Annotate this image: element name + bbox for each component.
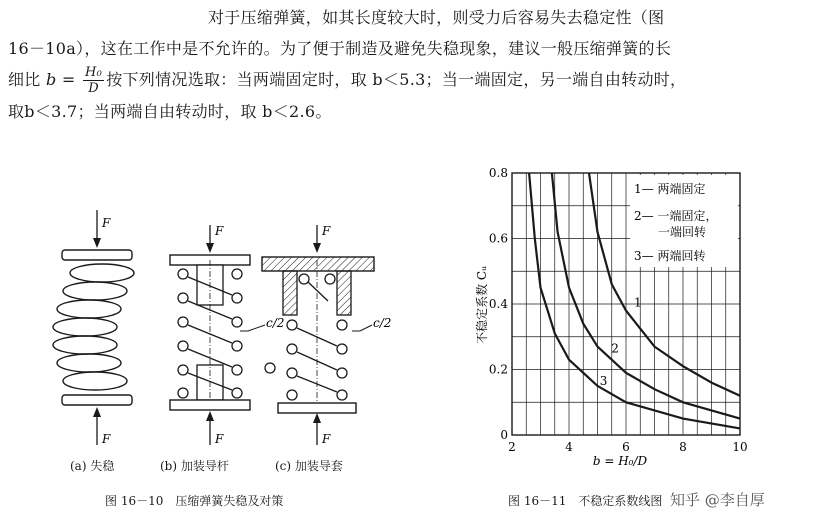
end-plate-bottom-a	[62, 395, 132, 405]
legend-entry-2b: 一端回转	[658, 225, 707, 239]
text-line-3	[8, 64, 820, 96]
x-tick-label: 4	[565, 440, 573, 454]
stray-coil-section	[265, 363, 275, 373]
force-label-bottom-c: F	[322, 432, 331, 446]
text-line-1	[8, 2, 820, 33]
body-paragraph	[8, 2, 820, 127]
legend-entry-2a: 2— 一端固定，	[634, 209, 718, 223]
text-line-2: 16－10a），这在工作中是不允许的。为了便于制造及避免失稳现象，建议一般压缩弹簧的长	[8, 39, 672, 58]
fraction-numerator: H₀	[85, 65, 103, 80]
clearance-label-c: c/2	[373, 316, 392, 330]
legend-entry-3: 3— 两端回转	[634, 249, 706, 263]
subcaption-c: (c) 加装导套	[275, 459, 343, 473]
fraction-denominator: D	[88, 81, 99, 96]
legend-entry-1: 1— 两端固定	[634, 182, 706, 196]
arrowhead-top-c	[313, 243, 321, 253]
x-tick-label: 6	[622, 440, 630, 454]
sleeve-wall-left	[283, 271, 297, 315]
force-label-top-c: F	[322, 224, 331, 238]
coils-buckled	[53, 264, 134, 390]
force-label-bottom-b: F	[215, 432, 224, 446]
figure-16-10-caption: 图 16－10 压缩弹簧失稳及对策	[105, 494, 284, 508]
end-plate-bottom-b	[170, 400, 250, 410]
curve-label-3: 3	[599, 374, 608, 389]
y-axis-label: 不稳定系数 Cᵤ	[475, 266, 489, 344]
watermark-text: 知乎 @李自厚	[670, 491, 765, 509]
y-tick-label: 0.6	[488, 231, 508, 246]
var-b: b	[46, 70, 57, 89]
arrowhead-bottom-c	[313, 413, 321, 423]
figure-16-10	[40, 155, 470, 515]
x-tick-label: 8	[679, 440, 687, 454]
end-plate-top-a	[62, 250, 132, 260]
force-label-top-b: F	[215, 224, 224, 238]
text-line-1-content: 对于压缩弹簧，如其长度较大时，则受力后容易失去稳定性（图	[208, 8, 665, 27]
text-line-3-pre: 细比	[8, 70, 46, 89]
text-line-4: 取b＜3.7；当两端自由转动时，取 b＜2.6。	[8, 102, 332, 121]
force-label-top-a: F	[102, 216, 111, 230]
curve-label-2: 2	[611, 341, 619, 356]
spring-buckled	[53, 210, 134, 473]
y-tick-label: 0	[500, 428, 508, 442]
arrowhead-bottom-a	[93, 407, 101, 417]
x-tick-label: 2	[508, 440, 516, 454]
figure-16-11-caption: 图 16－11 不稳定系数线图	[508, 494, 663, 508]
subcaption-a: (a) 失稳	[70, 459, 115, 473]
end-plate-bottom-c	[278, 403, 356, 413]
ratio-fraction	[83, 65, 104, 96]
x-tick-label: 10	[732, 440, 748, 454]
sleeve-wall-right	[337, 271, 351, 315]
sleeve-cap	[262, 257, 374, 271]
arrowhead-top-a	[93, 238, 101, 248]
figure-16-11-chart	[470, 165, 790, 510]
y-tick-label: 0.8	[488, 166, 508, 180]
equals-sign: =	[56, 70, 82, 89]
spring-guide-sleeve	[262, 224, 391, 473]
y-tick-label: 0.4	[488, 297, 508, 311]
clearance-label-b: c/2	[266, 316, 285, 330]
arrowhead-top-b	[206, 243, 214, 253]
arrowhead-bottom-b	[206, 411, 214, 421]
y-tick-label: 0.2	[488, 362, 508, 377]
x-axis-label: b = H₀/D	[592, 454, 648, 468]
force-label-bottom-a: F	[102, 432, 111, 446]
curve-label-1: 1	[634, 295, 642, 310]
text-line-3-post: 按下列情况选取：当两端固定时，取 b＜5.3；当一端固定，另一端自由转动时，	[106, 70, 687, 89]
subcaption-b: (b) 加装导杆	[160, 459, 229, 473]
